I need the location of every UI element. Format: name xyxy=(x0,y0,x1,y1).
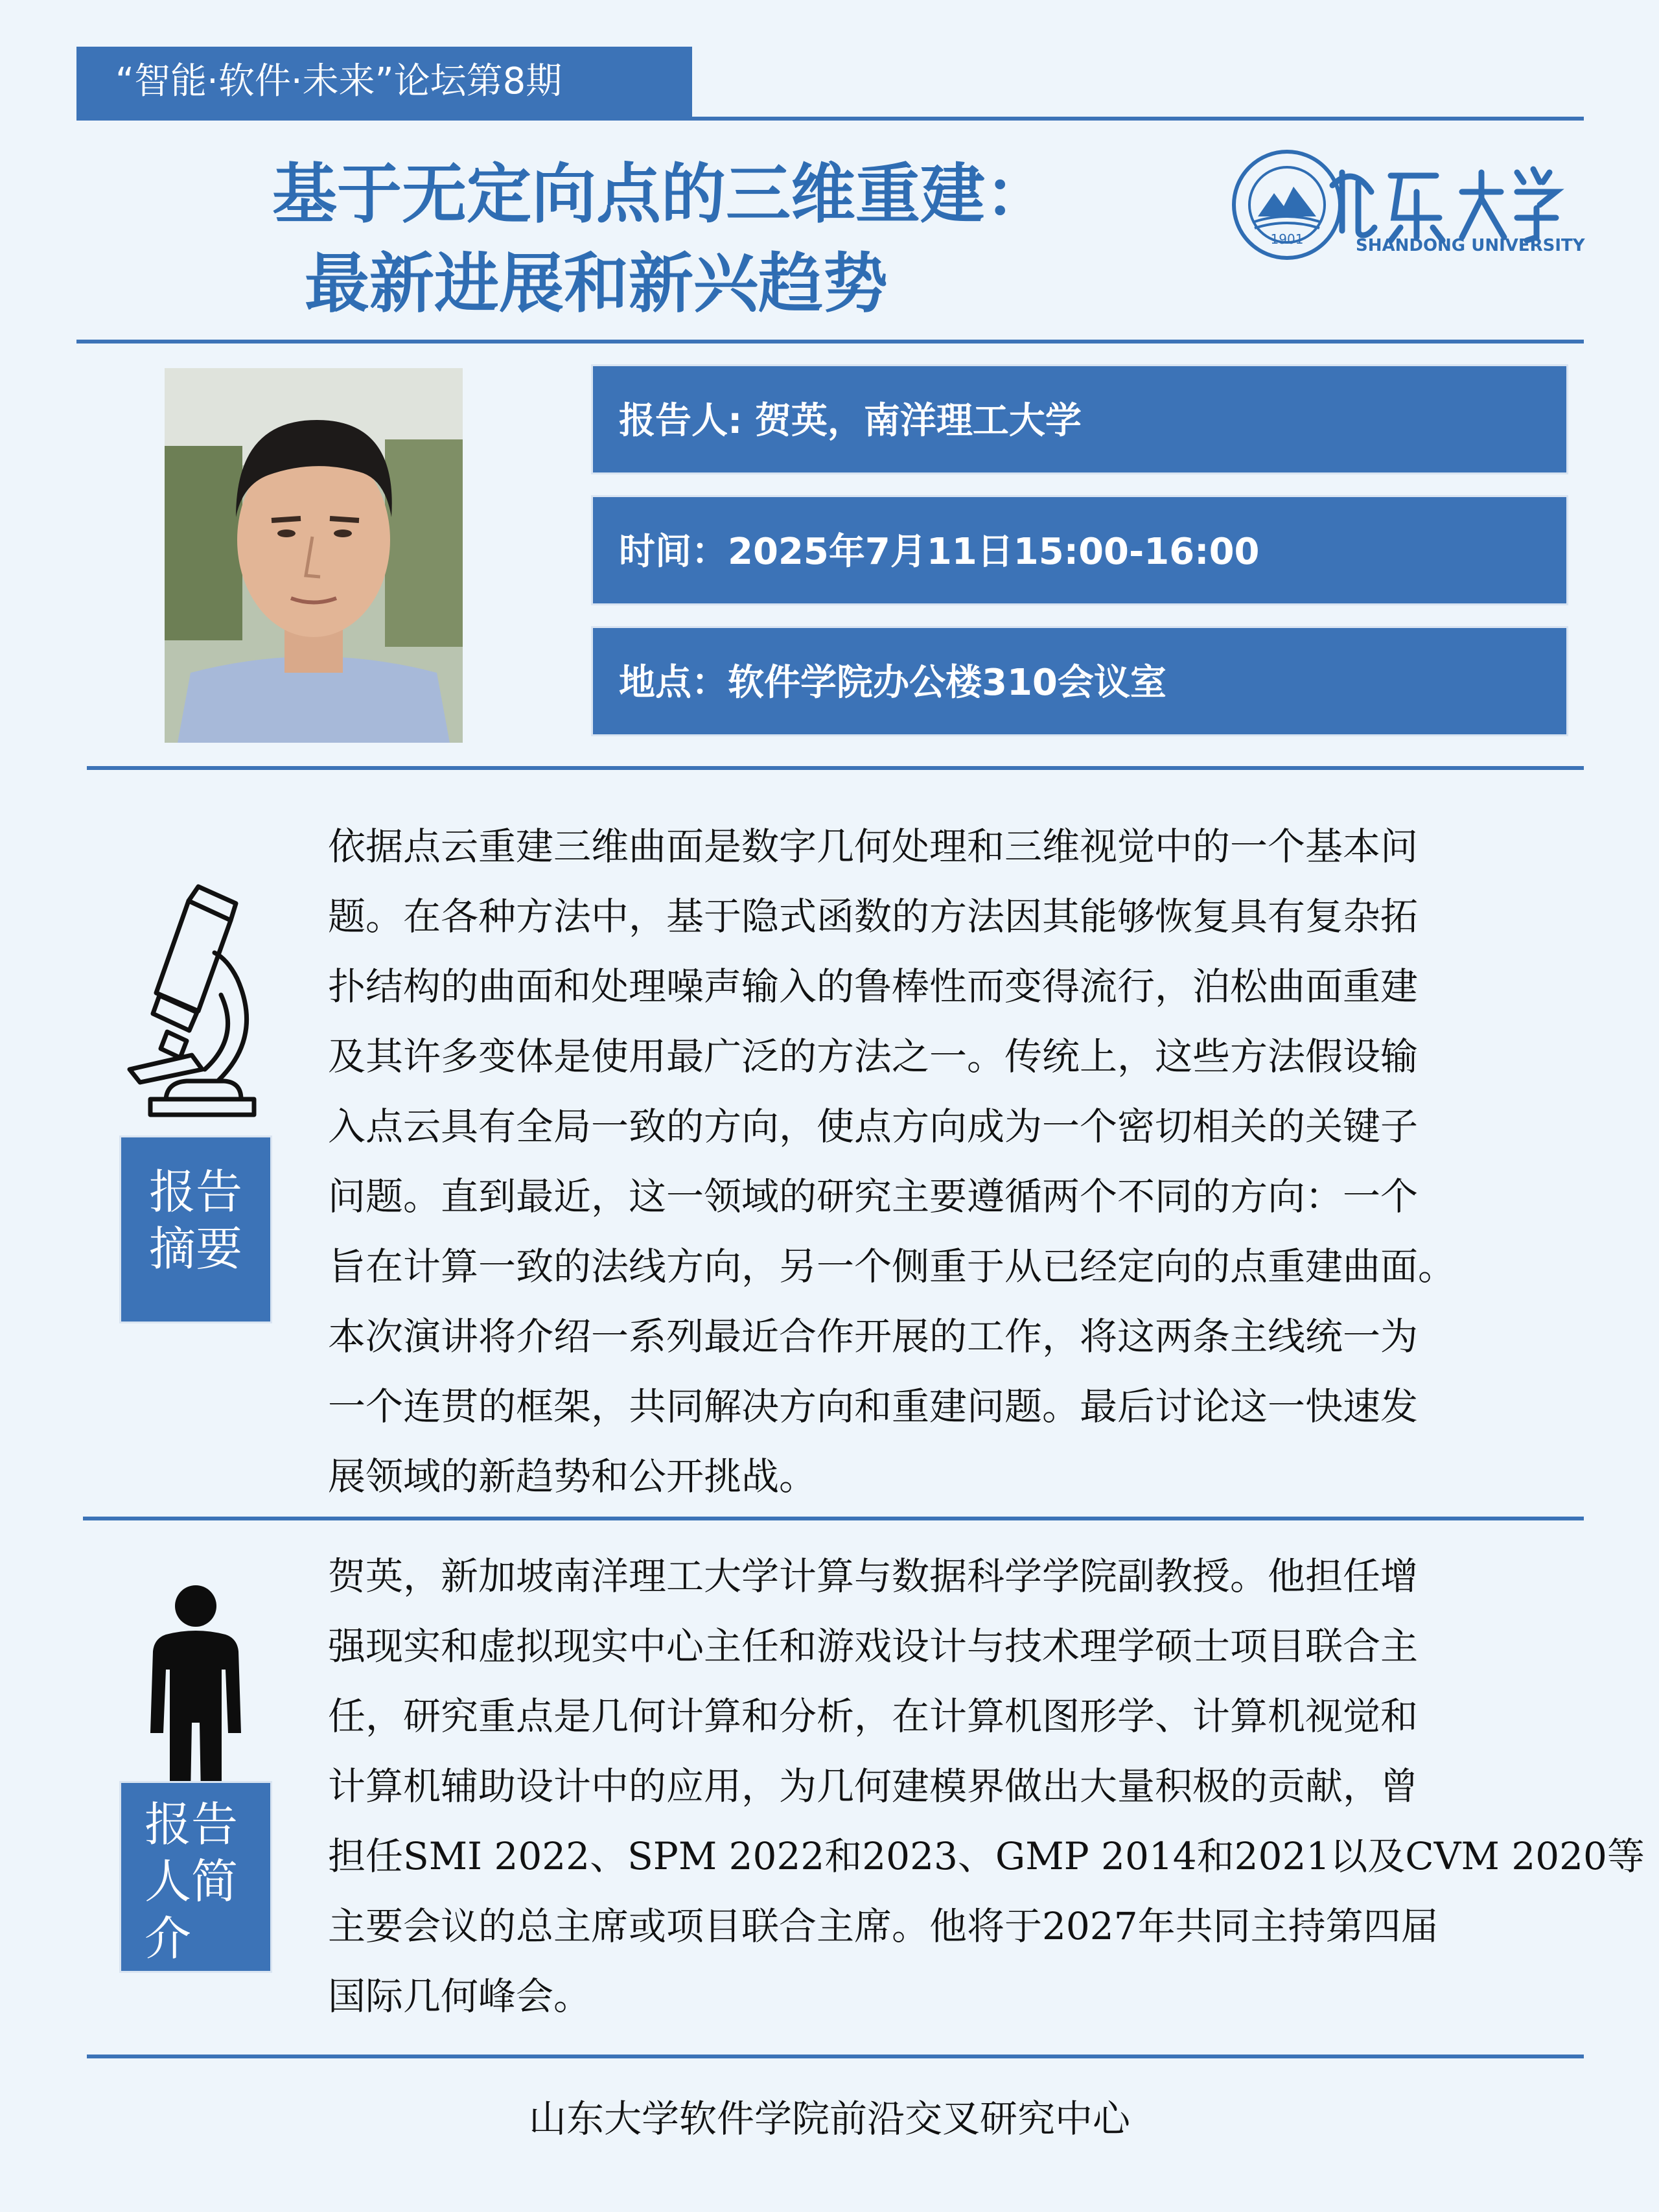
location-info: 地点：软件学院办公楼310会议室 xyxy=(591,626,1568,736)
info-divider xyxy=(87,766,1584,770)
top-rule xyxy=(76,117,1584,121)
bio-label xyxy=(119,1781,272,1973)
bio-line: 计算机辅助设计中的应用，为几何建模界做出大量积极的贡献，曾 xyxy=(328,1764,1419,1808)
abstract-line: 依据点云重建三维曲面是数字几何处理和三维视觉中的一个基本问 xyxy=(328,824,1419,868)
speaker-info: 报告人: 贺英，南洋理工大学 xyxy=(591,364,1568,474)
abstract-line: 问题。直到最近，这一领域的研究主要遵循两个不同的方向：一个 xyxy=(328,1174,1419,1218)
abstract-line: 题。在各种方法中，基于隐式函数的方法因其能够恢复具有复杂拓 xyxy=(328,894,1419,938)
svg-text:1901: 1901 xyxy=(1270,231,1304,247)
abstract-label xyxy=(119,1135,272,1323)
bio-line: 担任SMI 2022、SPM 2022和2023、GMP 2014和2021以及CVM 2020等 xyxy=(328,1834,1645,1878)
header-divider xyxy=(76,340,1584,343)
abstract-line: 本次演讲将介绍一系列最近合作开展的工作，将这两条主线统一为 xyxy=(328,1314,1419,1358)
title-line-2: 最新进展和新兴趋势 xyxy=(305,246,888,321)
bio-line: 国际几何峰会。 xyxy=(328,1974,592,2018)
bio-line: 主要会议的总主席或项目联合主席。他将于2027年共同主持第四届 xyxy=(328,1904,1439,1948)
abstract-line: 扑结构的曲面和处理噪声输入的鲁棒性而变得流行，泊松曲面重建 xyxy=(328,964,1419,1008)
abstract-line: 旨在计算一致的法线方向，另一个侧重于从已经定向的点重建曲面。 xyxy=(328,1244,1456,1288)
abstract-label-line-1: 报告 xyxy=(148,1165,242,1219)
abstract-line: 一个连贯的框架，共同解决方向和重建问题。最后讨论这一快速发 xyxy=(328,1384,1419,1428)
bio-line: 任，研究重点是几何计算和分析，在计算机图形学、计算机视觉和 xyxy=(328,1694,1419,1738)
abstract-line: 入点云具有全局一致的方向，使点方向成为一个密切相关的关键子 xyxy=(328,1104,1419,1148)
title-line-1: 基于无定向点的三维重建： xyxy=(272,156,1050,232)
bio-label-line-2: 人简 xyxy=(145,1854,238,1909)
abstract-text xyxy=(328,811,1564,1511)
bio-label-line-3: 介 xyxy=(145,1911,192,1966)
university-logo xyxy=(1229,146,1585,263)
university-english-name: SHANDONG UNIVERSITY xyxy=(1356,236,1585,255)
speaker-photo xyxy=(165,368,463,743)
bio-line: 强现实和虚拟现实中心主任和游戏设计与技术理学硕士项目联合主 xyxy=(328,1624,1419,1668)
abstract-line: 及其许多变体是使用最广泛的方法之一。传统上，这些方法假设输 xyxy=(328,1034,1419,1078)
abstract-divider xyxy=(83,1517,1584,1520)
person-icon xyxy=(146,1584,245,1798)
bio-label-line-1: 报告 xyxy=(145,1797,238,1852)
bio-text xyxy=(328,1541,1645,2031)
footer-organization: 山东大学软件学院前沿交叉研究中心 xyxy=(528,2097,1130,2141)
bio-divider xyxy=(87,2055,1584,2058)
abstract-label-line-2: 摘要 xyxy=(148,1222,242,1276)
bio-line: 贺英，新加坡南洋理工大学计算与数据科学学院副教授。他担任增 xyxy=(328,1554,1419,1598)
time-info: 时间：2025年7月11日15:00-16:00 xyxy=(591,495,1568,605)
microscope-icon xyxy=(127,875,270,1121)
series-tag: “智能·软件·未来”论坛第8期 xyxy=(76,47,692,117)
abstract-line: 展领域的新趋势和公开挑战。 xyxy=(328,1454,817,1498)
